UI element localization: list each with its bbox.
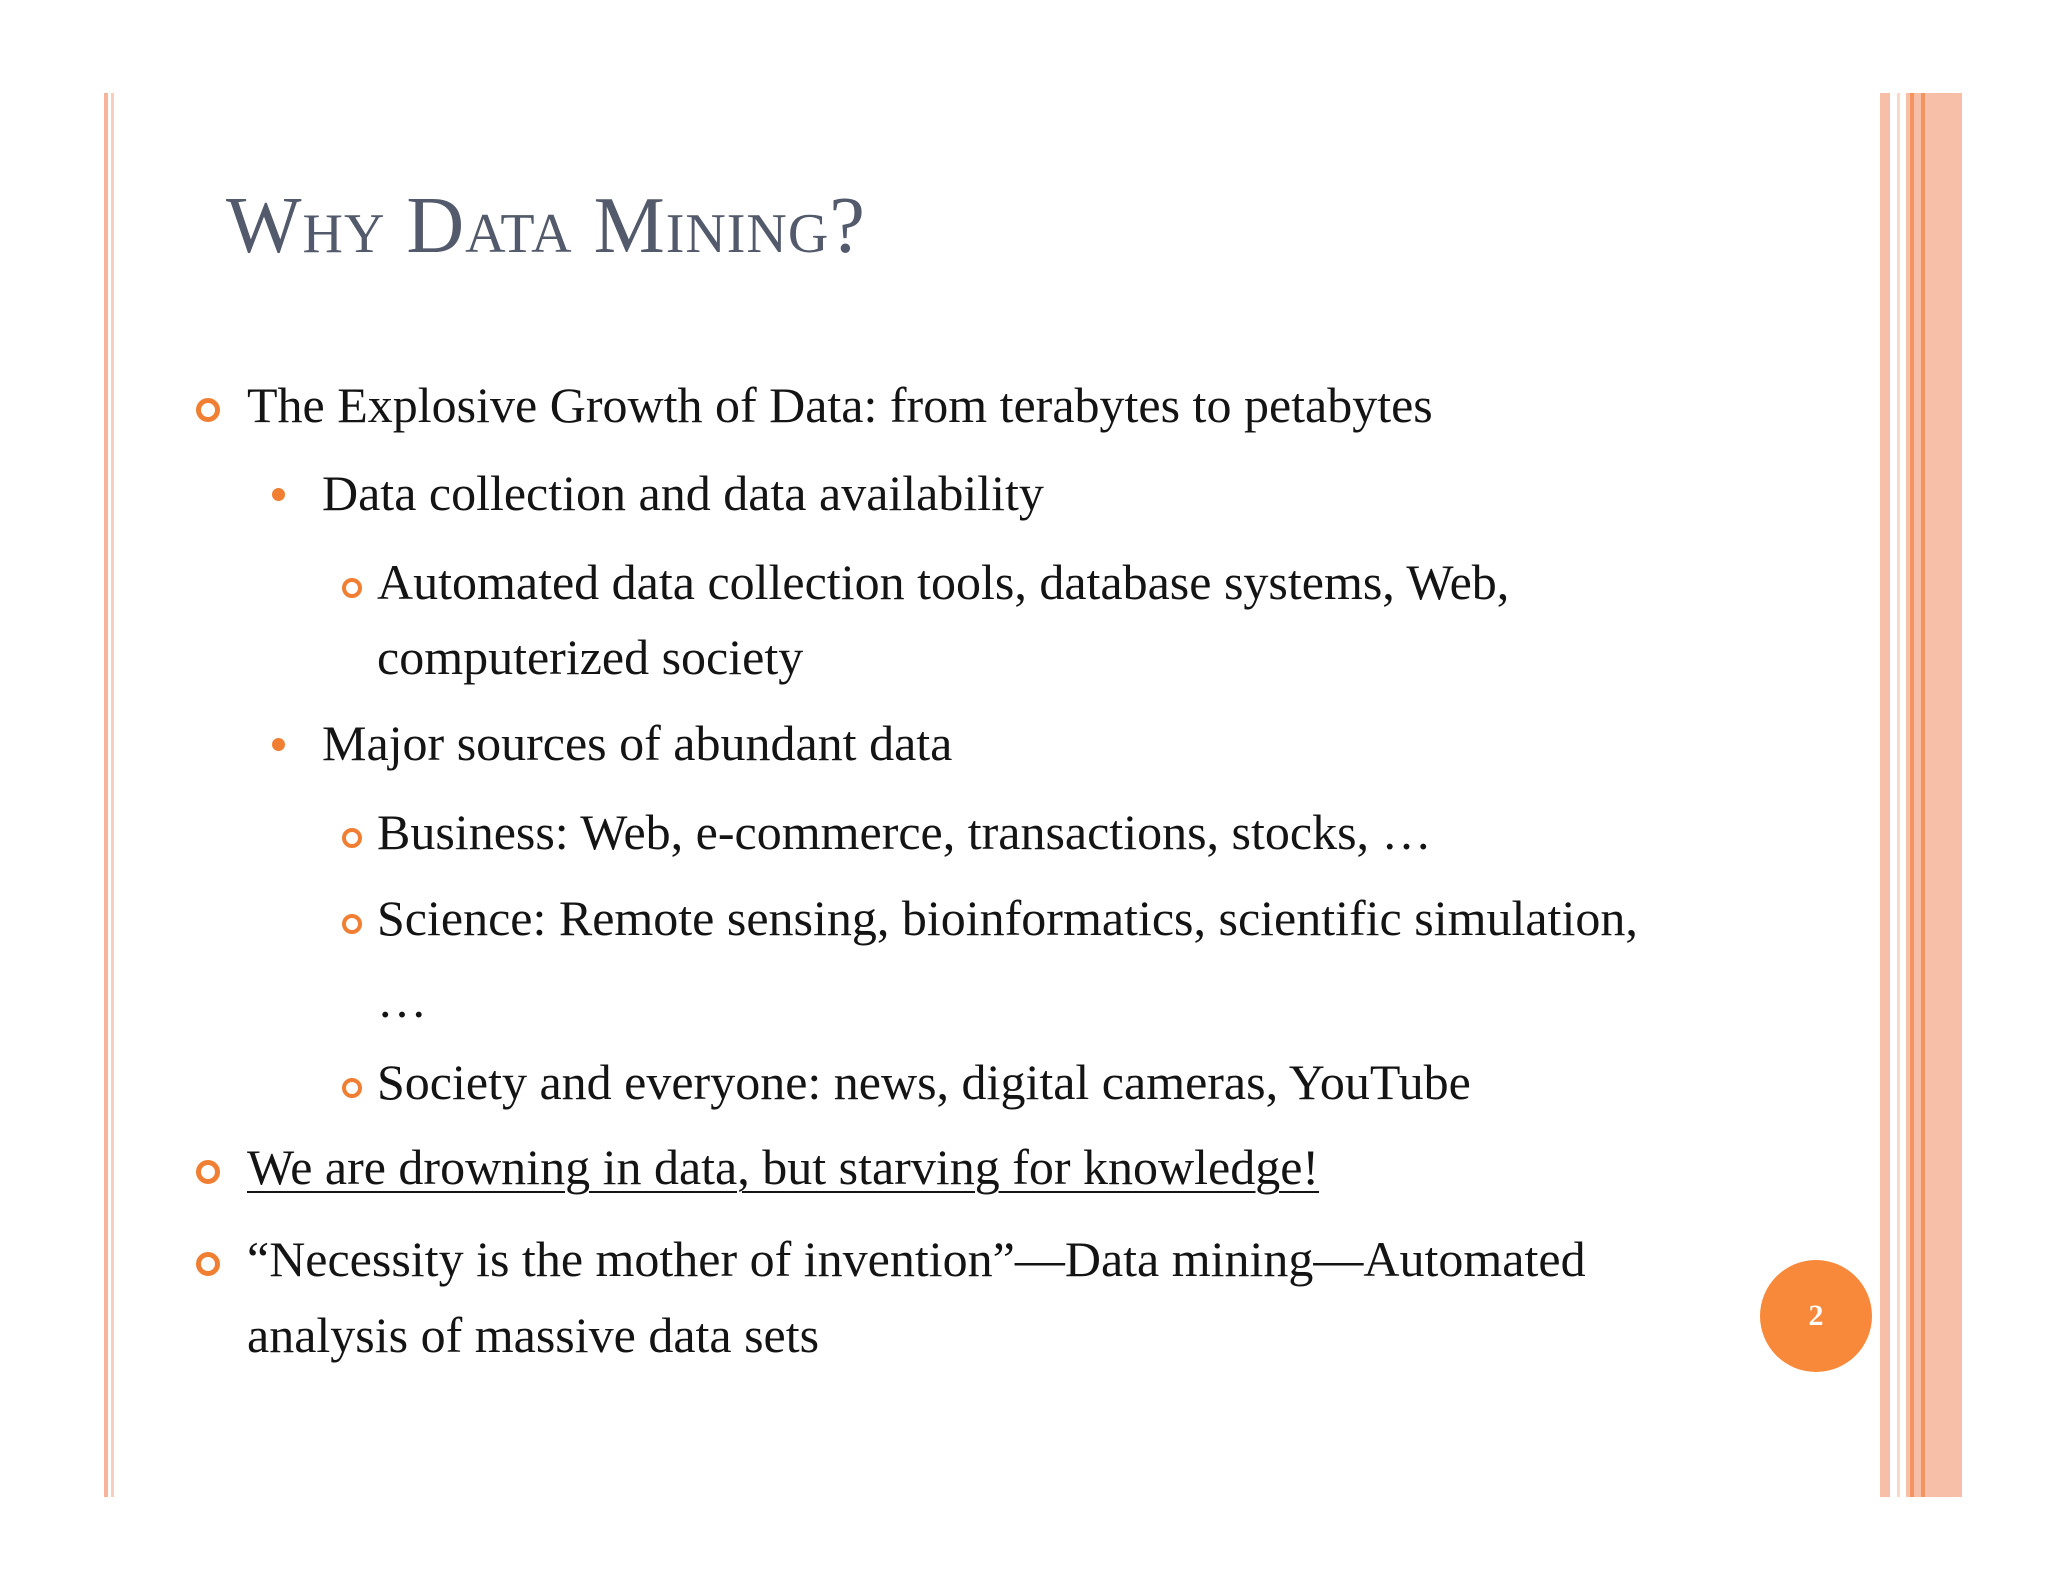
left-border-rule xyxy=(104,93,108,1497)
ring-bullet-icon xyxy=(196,398,220,422)
ring-bullet-icon xyxy=(342,828,362,848)
dot-bullet-icon xyxy=(272,738,285,751)
ring-bullet-icon xyxy=(342,1078,362,1098)
page-number-badge xyxy=(1760,1260,1872,1372)
bullet-text-continuation: analysis of massive data sets xyxy=(247,1307,820,1363)
bullet-text: Major sources of abundant data xyxy=(322,715,953,771)
ring-bullet-icon xyxy=(196,1160,220,1184)
right-border-gap xyxy=(1900,93,1906,1497)
left-border-rule-inner xyxy=(111,93,114,1497)
bullet-text: Business: Web, e-commerce, transactions, stocks, … xyxy=(377,804,1432,860)
bullet-text: “Necessity is the mother of invention”—Data mining—Automated xyxy=(247,1231,1586,1287)
page-number: 2 xyxy=(1808,1299,1824,1332)
bullet-text: Automated data collection tools, database systems, Web, xyxy=(377,554,1510,610)
slide-title: Why Data Mining? xyxy=(226,182,866,270)
bullet-text: Society and everyone: news, digital cameras, YouTube xyxy=(377,1054,1471,1110)
right-border-accent-stripe xyxy=(1921,93,1925,1497)
bullet-text-underlined: We are drowning in data, but starving for knowledge! xyxy=(247,1139,1320,1195)
bullet-text-continuation: computerized society xyxy=(377,629,804,685)
ring-bullet-icon xyxy=(342,914,362,934)
bullet-text: Data collection and data availability xyxy=(322,465,1044,521)
bullet-text: The Explosive Growth of Data: from terabytes to petabytes xyxy=(247,377,1433,433)
ring-bullet-icon xyxy=(342,578,362,598)
right-border-accent-stripe xyxy=(1910,93,1914,1497)
dot-bullet-icon xyxy=(272,488,285,501)
bullet-text: Science: Remote sensing, bioinformatics, scientific simulation, xyxy=(377,890,1638,946)
ring-bullet-icon xyxy=(196,1252,220,1276)
bullet-text-continuation: … xyxy=(377,972,427,1028)
right-border-gap xyxy=(1890,93,1897,1497)
